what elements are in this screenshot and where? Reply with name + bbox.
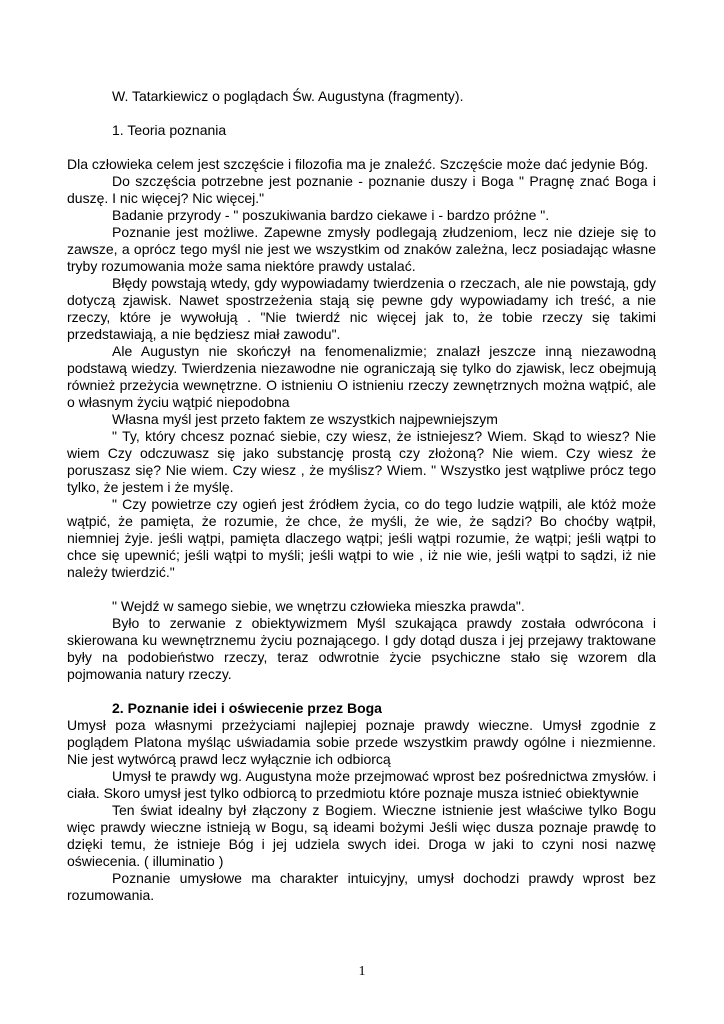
- paragraph: Poznanie jest możliwe. Zapewne zmysły podlegają złudzeniom, lecz nie dzieje się to zawsze, a oprócz tego myśl nie jest we wszystkim od znaków zależna, lecz posiadając własne tryby rozumowania może sama niektóre prawdy ustalać.: [67, 224, 656, 274]
- page-number: 1: [358, 964, 366, 979]
- document-title: W. Tatarkiewicz o poglądach Św. Augustyna (fragmenty).: [112, 88, 464, 104]
- quote-paragraph: " Czy powietrze czy ogień jest źródłem życia, co do tego ludzie wątpili, ale któż może wątpić, że pamięta, że rozumie, że chce, że myśli, że wie, że sądzi? Bo choćby wątpił, niemniej żyje. jeśli wątpi, pamięta dlaczego wątpi; jeśli wątpi rozumie, że wątpi; jeśli wątpi to chce się upewnić; jeśli wątpi to myśli; jeśli wątpi to wie , iż nie wie, jeśli wątpi to sądzi, iż nie należy twierdzić.": [67, 496, 656, 580]
- paragraph: Badanie przyrody - " poszukiwania bardzo ciekawe i - bardzo próżne ".: [112, 207, 550, 223]
- section-heading-1: 1. Teoria poznania: [112, 122, 227, 138]
- paragraph-intro: Dla człowieka celem jest szczęście i filozofia ma je znaleźć. Szczęście może dać jedynie Bóg.: [67, 156, 649, 172]
- quote-paragraph: " Ty, który chcesz poznać siebie, czy wiesz, że istniejesz? Wiem. Skąd to wiesz? Nie wiem Czy odczuwasz się jako substancję prostą czy złożoną? Nie wiem. Czy wiesz że poruszasz się? Nie wiem. Czy wiesz , że myślisz? Wiem. " Wszystko jest wątpliwe prócz tego tylko, że jestem i że myślę.: [67, 428, 656, 495]
- paragraph: Poznanie umysłowe ma charakter intuicyjny, umysł dochodzi prawdy wprost bez rozumowania.: [67, 870, 656, 903]
- section-heading-2: 2. Poznanie idei i oświecenie przez Boga: [112, 700, 382, 716]
- document-body: [67, 88, 656, 904]
- paragraph: Było to zerwanie z obiektywizmem Myśl szukająca prawdy została odwrócona i skierowana ku wewnętrznemu życiu poznającego. I gdy dotąd dusza i jej przejawy traktowane były na podobieństwo rzeczy, teraz odwrotnie życie psychiczne stało się wzorem dla pojmowania natury rzeczy.: [67, 615, 656, 682]
- paragraph: Własna myśl jest przeto faktem ze wszystkich najpewniejszym: [112, 411, 498, 427]
- paragraph: Ten świat idealny był złączony z Bogiem. Wieczne istnienie jest właściwe tylko Bogu więc prawdy wieczne istnieją w Bogu, są ideami bożymi Jeśli więc dusza poznaje prawdę to dzięki temu, że istnieje Bóg i jej udziela swych idei. Droga w jaki to czyni nosi nazwę oświecenia. ( illuminatio ): [67, 802, 656, 869]
- paragraph: Do szczęścia potrzebne jest poznanie - poznanie duszy i Boga " Pragnę znać Boga i duszę. I nic więcej? Nic więcej.": [67, 173, 656, 206]
- paragraph: Ale Augustyn nie skończył na fenomenalizmie; znalazł jeszcze inną niezawodną podstawą wiedzy. Twierdzenia niezawodne nie ograniczają się tylko do zjawisk, lecz obejmują również przeżycia wewnętrzne. O istnieniu O istnieniu rzeczy zewnętrznych można wątpić, ale o własnym życiu wątpić niepodobna: [67, 343, 656, 410]
- paragraph: Umysł poza własnymi przeżyciami najlepiej poznaje prawdy wieczne. Umysł zgodnie z poglądem Platona myśląc uświadamia sobie przede wszystkim prawdy ogólne i niezmienne. Nie jest wytwórcą prawd lecz wyłącznie ich odbiorcą: [67, 717, 656, 767]
- paragraph: Umysł te prawdy wg. Augustyna może przejmować wprost bez pośrednictwa zmysłów. i ciała. Skoro umysł jest tylko odbiorcą to przedmiotu które poznaje musza istnieć obiektywnie: [67, 768, 656, 801]
- paragraph: Błędy powstają wtedy, gdy wypowiadamy twierdzenia o rzeczach, ale nie powstają, gdy dotyczą zjawisk. Nawet spostrzeżenia stają się pewne gdy wypowiadamy ich treść, a nie rzeczy, które je wywołują . "Nie twierdź nic więcej jak to, że tobie rzeczy się takimi przedstawiają, a nie będziesz miał zawodu".: [67, 275, 656, 342]
- quote-paragraph: " Wejdź w samego siebie, we wnętrzu człowieka mieszka prawda".: [112, 598, 525, 614]
